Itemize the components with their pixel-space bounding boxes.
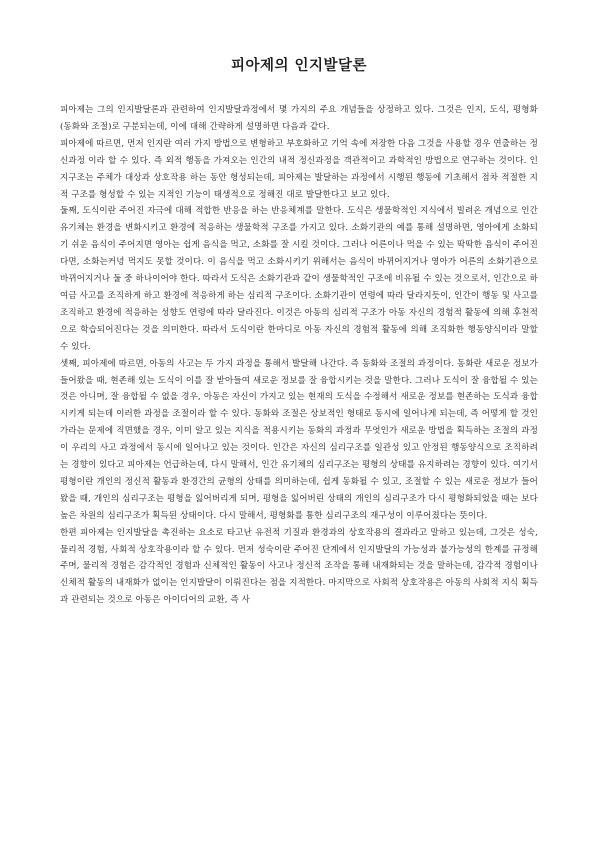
paragraph-factors: 한편 피아제는 인지발달을 촉진하는 요소로 타고난 유전적 기질과 환경과의 상호작용의 결과라고 말하고 있는데, 그것은 성숙, 물리적 경험, 사회적 상호작용이라 할 수 있다. 먼저 성숙이란 주어진 단계에서 인지발달의 가능성과 불가능성의 한계를 규정해 주며, 물리적 경험은 감각적인 경험과 신체적인 활동이 사고나 정신적 조작을 통해 내재화되는 것을 말하는데, 감각적 경험이나 신체적 활동의 내재화가 없이는 인지발달이 이뤄진다는 점을 지적한다. 마지막으로 사회적 상호작용은 아동의 사회적 지식 획득과 관련되는 것으로 아동은 아이디어의 교환, 즉 사 [60, 527, 538, 606]
document-title: 피아제의 인지발달론 [230, 58, 368, 74]
paragraph-cognition: 피아제에 따르면, 먼저 인지란 여러 가지 방법으로 변형하고 부호화하고 기억 속에 저장한 다음 그것을 사용할 경우 연출하는 정신과정 이라 할 수 있다. 즉 외적 행동을 가져오는 인간의 내적 정신과정을 객관적이고 과학적인 방법으로 연구하는 것이다. 인지구조는 주체가 대상과 상호작용 하는 동안 형성되는데, 피아제는 발달하는 과정에서 시행된 행동에 기초해서 점차 적절한 지적 구조를 형성할 수 있는 지적인 기능이 태생적으로 정해진 대로 발달한다고 보고 있다. [60, 138, 538, 200]
paragraph-intro: 피아제는 그의 인지발달론과 관련하여 인지발달과정에서 몇 가지의 주요 개념들을 상정하고 있다. 그것은 인지, 도식, 평형화(동화와 조절)로 구분되는데, 이에 대해 간략하게 설명하면 다음과 같다. [60, 105, 538, 132]
paragraph-schema: 둘째, 도식이란 주어진 자극에 대해 적합한 반응을 하는 반응체계를 말한다. 도식은 생물학적인 지식에서 빌려온 개념으로 인간 유기체는 환경을 변화시키고 환경에 적응하는 생물학적 구조를 가지고 있다. 소화기관의 예를 통해 설명하면, 영아에게 소화되기 쉬운 음식이 주어지면 영아는 쉽게 음식을 먹고, 소화를 잘 시킬 것이다. 그러나 어른이나 먹을 수 있는 딱딱한 음식이 주어진다면, 소화는커녕 먹지도 못할 것이다. 이 음식을 먹고 소화시키기 위해서는 음식이 바뀌어지거나 영아가 어른의 소화기관으로 바뀌어지거나 둘 중 하나이어야 한다. 따라서 도식은 소화기관과 같이 생물학적인 구조에 비유될 수 있는 것으로서, 인간으로 하여금 사고를 조직하게 하고 환경에 적응하게 하는 심리적 구조이다. 소화기관이 연령에 따라 달라지듯이, 인간이 행동 및 사고를 조직하고 환경에 적응하는 성향도 연령에 따라 달라진다. 이것은 아동의 심리적 구조가 아동 자신의 경험적 활동에 의해 후천적으로 학습되어진다는 것을 의미한다. 따라서 도식이란 한마디로 아동 자신의 경험적 활동에 의해 조직화한 행동양식이라 말할 수 있다. [60, 206, 538, 352]
paragraph-equilibration: 셋째, 피아제에 따르면, 아동의 사고는 두 가지 과정을 통해서 발달해 나간다. 즉 동화와 조절의 과정이다. 동화란 새로운 정보가 들어왔을 때, 현존해 있는 도식이 이를 잘 받아들여 새로운 정보를 잘 융합시키는 것을 말한다. 그러나 도식이 잘 융합될 수 있는 것은 아니며, 잘 융합될 수 없을 경우, 아동은 자신이 가지고 있는 현재의 도식을 수정해서 새로운 정보를 현존하는 도식과 융합시키게 되는데 이러한 과정을 조절이라 할 수 있다. 동화와 조절은 상보적인 형태로 동시에 일어나게 되는데, 즉 어떻게 할 것인가라는 문제에 직면했을 경우, 이미 알고 있는 지식을 적용시키는 동화의 과정과 무엇인가 새로운 방법을 획득하는 조절의 과정이 우리의 사고 과정에서 동시에 일어나고 있는 것이다. 인간은 자신의 심리구조를 일관성 있고 안정된 행동양식으로 조직하려는 경향이 있다고 피아제는 언급하는데, 다시 말해서, 인간 유기체의 심리구조는 평형의 상태를 유지하려는 경향이 있다. 여기서 평형이란 개인의 정신적 활동과 환경간의 균형의 상태를 의미하는데, 쉽게 동화될 수 있고, 조절할 수 있는 새로운 정보가 들어왔을 때, 개인의 심리구조는 평형을 잃어버리게 되며, 평형을 잃어버린 상태의 개인의 심리구조가 다시 평형화되었을 때는 보다 높은 차원의 심리구조가 획득된 상태이다. 다시 말해서, 평형화를 통한 심리구조의 재구성이 이루어졌다는 뜻이다. [60, 358, 538, 521]
document-body [60, 102, 538, 609]
